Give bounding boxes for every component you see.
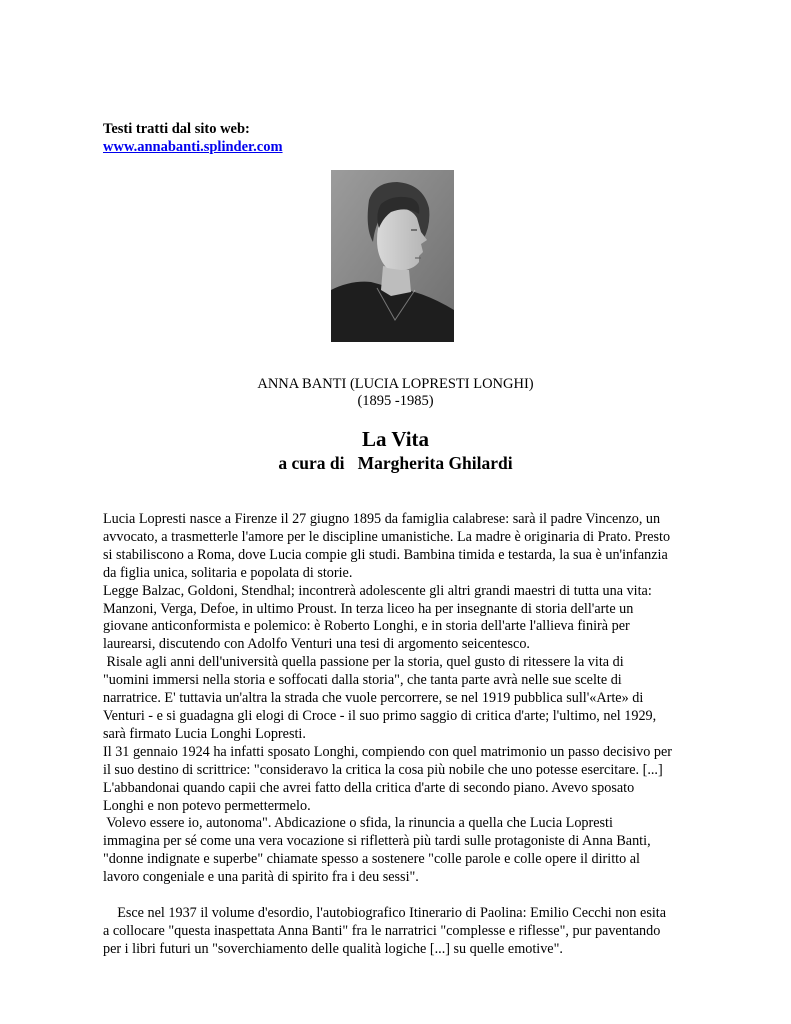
text-line: il suo destino di scrittrice: "consideravo la critica la cosa più nobile che uno potesse esercitare. [...] xyxy=(103,761,663,778)
author-header xyxy=(0,376,791,410)
page-subtitle: a cura di Margherita Ghilardi xyxy=(278,453,513,473)
text-line: giovane anticonformista e polemico: è Roberto Longhi, e in storia dell'arte l'allieva finirà per xyxy=(103,618,630,635)
source-link[interactable]: www.annabanti.splinder.com xyxy=(103,139,283,155)
text-line: L'abbandonai quando capii che avrei fatto della critica d'arte di secondo piano. Avevo sposato xyxy=(103,779,635,796)
paragraph-group-1 xyxy=(103,511,703,887)
text-line: da figlia unica, solitaria e popolata di storie. xyxy=(103,564,353,581)
text-line: "uomini immersi nella storia e soffocati dalla storia", che tanta parte avrà nelle sue scelte di xyxy=(103,672,622,689)
text-line: laurearsi, discutendo con Adolfo Venturi una tesi di argomento seicentesco. xyxy=(103,636,530,653)
text-line: Il 31 gennaio 1924 ha infatti sposato Longhi, compiendo con quel matrimonio un passo decisivo per xyxy=(103,743,672,760)
author-name: ANNA BANTI (LUCIA LOPRESTI LONGHI) xyxy=(257,376,534,392)
paragraph-gap xyxy=(103,887,703,905)
text-line: Venturi - e si guadagna gli elogi di Croce - il suo primo saggio di critica d'arte; l'ultimo, nel 1929, xyxy=(103,707,657,724)
text-line: per i libri futuri un "soverchiamento delle qualità logiche [...] su quelle emotive". xyxy=(103,940,563,957)
text-line: immagina per sé come una vera vocazione si rifletterà più tardi sulle protagoniste di Anna Banti, xyxy=(103,833,651,850)
text-line: narratrice. E' tuttavia un'altra la strada che vuole percorrere, se nel 1919 pubblica sull'«Arte» di xyxy=(103,690,644,707)
text-line: Legge Balzac, Goldoni, Stendhal; incontrerà adolescente gli altri grandi maestri di tutta una vita: xyxy=(103,582,652,599)
text-line: avvocato, a trasmetterle l'amore per le discipline umanistiche. La madre è originaria di Prato. Presto xyxy=(103,528,671,545)
portrait-photo xyxy=(331,170,454,342)
text-line: Risale agli anni dell'università quella passione per la storia, quel gusto di ritessere la vita di xyxy=(103,654,624,671)
text-line: a collocare "questa inaspettata Anna Banti" fra le narratrici "complesse e riflesse", pur paventando xyxy=(103,922,661,939)
source-label: Testi tratti dal sito web: xyxy=(103,121,250,137)
author-years: (1895 -1985) xyxy=(357,393,434,409)
text-line: Esce nel 1937 il volume d'esordio, l'autobiografico Itinerario di Paolina: Emilio Cecchi non esita xyxy=(103,905,667,922)
text-line: Lucia Lopresti nasce a Firenze il 27 giugno 1895 da famiglia calabrese: sarà il padre Vincenzo, un xyxy=(103,511,661,527)
text-line: si stabiliscono a Roma, dove Lucia compie gli studi. Bambina timida e testarda, la sua è un'infanzia xyxy=(103,546,668,563)
text-line: sarà firmato Lucia Longhi Lopresti. xyxy=(103,725,306,742)
title-block xyxy=(0,426,791,474)
portrait-illustration xyxy=(331,170,454,342)
text-line: Manzoni, Verga, Defoe, in ultimo Proust. In terza liceo ha per insegnante di storia dell'arte un xyxy=(103,600,634,617)
text-line: Longhi e non potevo permettermelo. xyxy=(103,797,311,814)
page-title: La Vita xyxy=(361,427,430,451)
biography-text xyxy=(103,511,703,959)
text-line: Volevo essere io, autonoma". Abdicazione o sfida, la rinuncia a quella che Lucia Lopresti xyxy=(103,815,613,832)
text-line: lavoro congeniale e una parità di spirito fra i deu sessi". xyxy=(103,869,419,886)
text-line: "donne indignate e superbe" chiamate spesso a sostenere "colle parole e colle opere il diritto al xyxy=(103,851,640,868)
paragraph-group-2 xyxy=(103,905,703,959)
source-note xyxy=(103,120,283,156)
